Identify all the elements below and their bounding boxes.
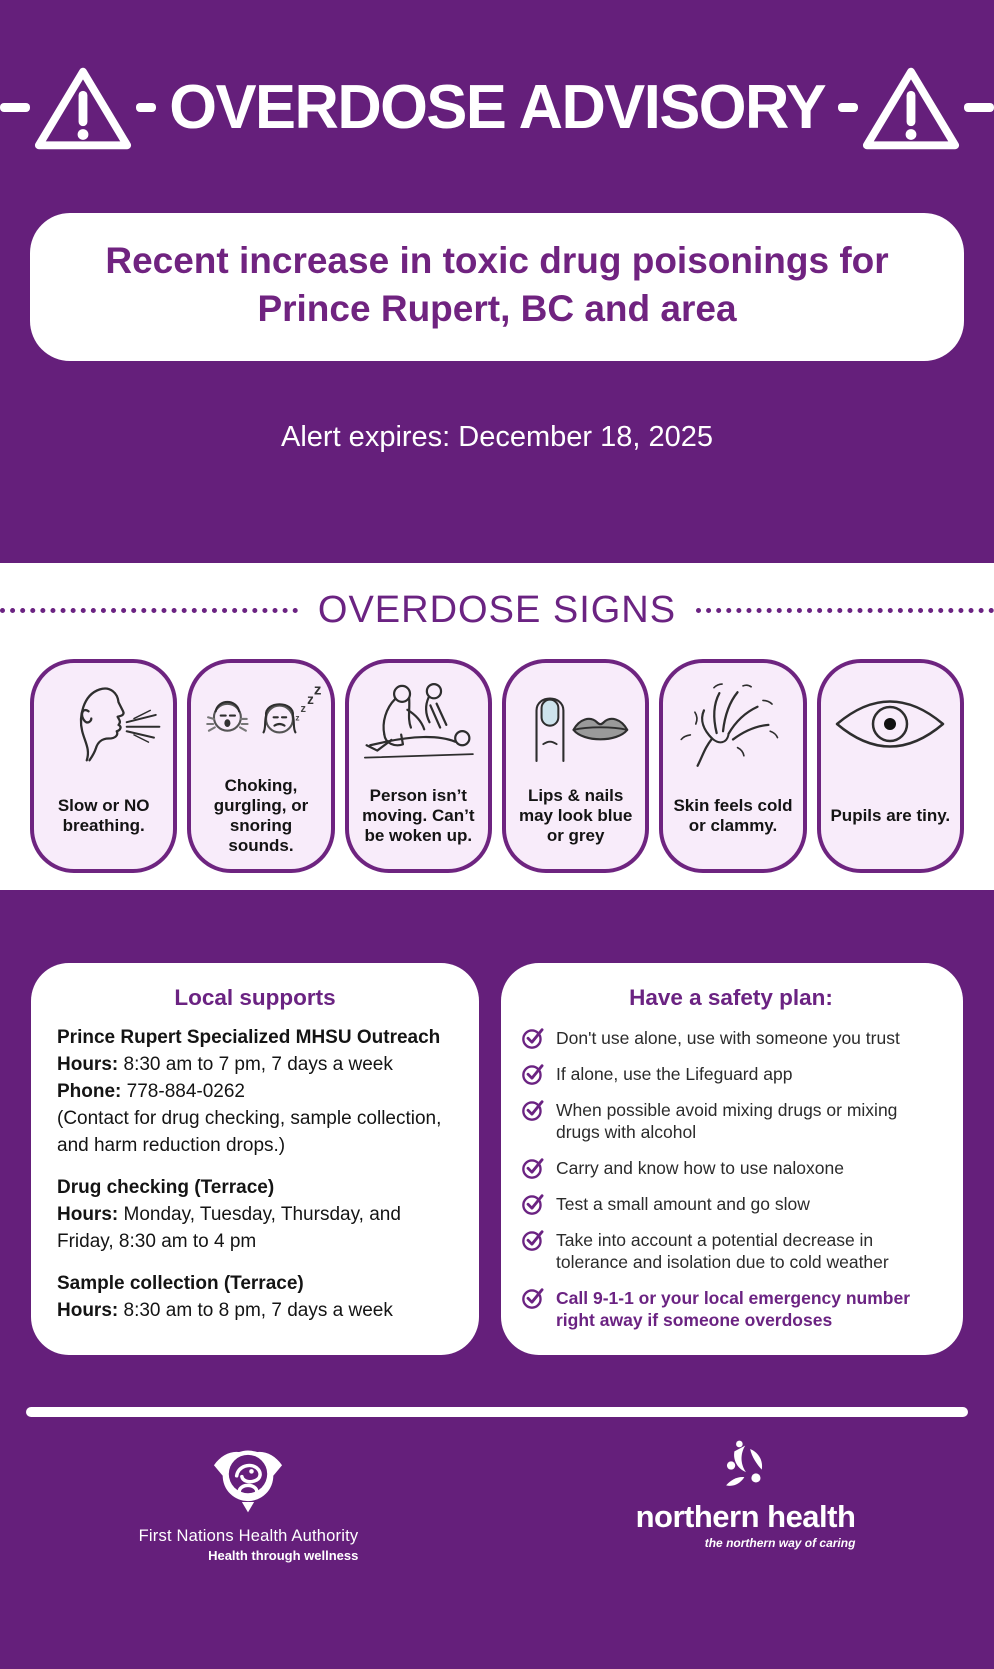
warning-triangle-icon [32, 62, 134, 154]
support-row [57, 1079, 453, 1106]
support-row [57, 1052, 453, 1079]
safety-plan-title: Have a safety plan: [629, 985, 833, 1010]
sign-card-label: Person isn’t moving. Can’t be woken up. [362, 785, 475, 846]
row-text: 8:30 am to 7 pm, 7 days a week [123, 1053, 393, 1075]
title-banner [0, 60, 994, 155]
northern-health-tagline: the northern way of caring [704, 1536, 856, 1551]
headline-box [30, 213, 964, 361]
safety-item-emergency [521, 1285, 941, 1332]
safety-item-text: Call 9-1-1 or your local emergency number right away if someone overdoses [556, 1287, 911, 1330]
dotted-line-right [696, 608, 994, 613]
safety-item-text: Take into account a potential decrease in tolerance and isolation due to cold weather [556, 1229, 889, 1273]
sign-card-unresponsive [345, 659, 492, 873]
banner-line-right [964, 103, 994, 112]
sign-card-lips-nails [502, 659, 649, 873]
svg-text:z: z [313, 681, 322, 699]
bottom-section [0, 963, 994, 1669]
safety-item-text: If alone, use the Lifeguard app [556, 1064, 793, 1084]
row-label: Hours: [57, 1053, 119, 1075]
breathing-face-icon [45, 675, 163, 773]
check-circle-icon [521, 1025, 546, 1050]
support-row [57, 1298, 453, 1325]
banner-line-stub-left [136, 103, 156, 112]
local-supports-title: Local supports [174, 985, 336, 1010]
choking-snoring-faces-icon [198, 675, 324, 773]
support-section [57, 1175, 453, 1256]
fnha-name: First Nations Health Authority [138, 1527, 359, 1546]
overdose-signs-section [0, 563, 994, 890]
northern-health-mark-icon [715, 1439, 777, 1497]
row-label: Hours: [57, 1299, 119, 1321]
poster-title: OVERDOSE ADVISORY [169, 73, 825, 142]
sign-card-label: Pupils are tiny. [830, 805, 951, 825]
svg-text:z: z [300, 703, 306, 716]
row-text: 778-884-0262 [126, 1080, 245, 1102]
safety-item [521, 1227, 941, 1274]
signs-heading: OVERDOSE SIGNS [317, 588, 677, 631]
warning-triangle-icon [860, 62, 962, 154]
safety-item-text: Don't use alone, use with someone you trust [556, 1028, 900, 1048]
row-text: 8:30 am to 8 pm, 7 days a week [123, 1299, 393, 1321]
cpr-unresponsive-icon [356, 675, 480, 773]
signs-heading-row [0, 585, 994, 635]
sign-card-label: Skin feels cold or clammy. [673, 795, 793, 835]
sign-card-breathing [30, 659, 177, 873]
row-text: (Contact for drug checking, sample collection, and harm reduction drops.) [57, 1107, 442, 1156]
headline-text: Recent increase in toxic drug poisonings for Prince Rupert, BC and area [105, 240, 889, 329]
sign-card-label: Slow or NO breathing. [57, 795, 150, 835]
banner-line-left [0, 103, 30, 112]
check-circle-icon [521, 1285, 546, 1310]
dotted-line-left [0, 608, 298, 613]
signs-card-row [0, 659, 994, 873]
support-heading: Sample collection (Terrace) [57, 1272, 304, 1294]
svg-text:z: z [295, 712, 300, 723]
row-label: Phone: [57, 1080, 122, 1102]
safety-item [521, 1025, 941, 1050]
check-circle-icon [521, 1097, 546, 1122]
safety-item-text: When possible avoid mixing drugs or mixing drugs with alcohol [556, 1100, 898, 1143]
tiny-pupils-eye-icon [830, 675, 950, 773]
fnha-logo [139, 1439, 359, 1563]
row-label: Hours: [57, 1203, 119, 1225]
overdose-advisory-poster [0, 60, 994, 1596]
check-circle-icon [521, 1191, 546, 1216]
support-row [57, 1106, 453, 1160]
fnha-emblem-icon [200, 1439, 296, 1523]
check-circle-icon [521, 1155, 546, 1180]
row-text: Monday, Tuesday, Thursday, and Friday, 8:30 am to 4 pm [57, 1203, 401, 1252]
support-section [57, 1025, 453, 1160]
northern-health-logo [636, 1439, 856, 1563]
support-section [57, 1271, 453, 1325]
header-section [0, 60, 994, 563]
local-supports-panel [31, 963, 479, 1355]
sign-card-tiny-pupils [817, 659, 964, 873]
fnha-tagline: Health through wellness [208, 1548, 359, 1564]
footer-logos [0, 1439, 994, 1563]
northern-health-name: northern health [635, 1499, 856, 1535]
sign-card-label: Lips & nails may look blue or grey [518, 785, 633, 846]
banner-line-stub-right [838, 103, 858, 112]
safety-item [521, 1191, 941, 1216]
check-circle-icon [521, 1227, 546, 1252]
safety-item [521, 1155, 941, 1180]
lips-nails-icon [513, 675, 639, 773]
safety-plan-panel [501, 963, 963, 1355]
svg-text:z: z [307, 691, 314, 707]
support-heading: Drug checking (Terrace) [57, 1176, 275, 1198]
sign-card-choking [187, 659, 334, 873]
safety-item-text: Test a small amount and go slow [556, 1193, 810, 1214]
footer-divider [26, 1407, 968, 1417]
check-circle-icon [521, 1061, 546, 1086]
safety-item [521, 1097, 941, 1144]
sign-card-label: Choking, gurgling, or snoring sounds. [213, 775, 309, 856]
safety-item [521, 1061, 941, 1086]
safety-item-text: Carry and know how to use naloxone [556, 1157, 844, 1178]
sign-card-clammy-skin [659, 659, 806, 873]
support-heading: Prince Rupert Specialized MHSU Outreach [57, 1027, 441, 1048]
support-row [57, 1202, 453, 1256]
alert-expiry-text: Alert expires: December 18, 2025 [281, 421, 713, 453]
clammy-hand-icon [674, 675, 792, 773]
